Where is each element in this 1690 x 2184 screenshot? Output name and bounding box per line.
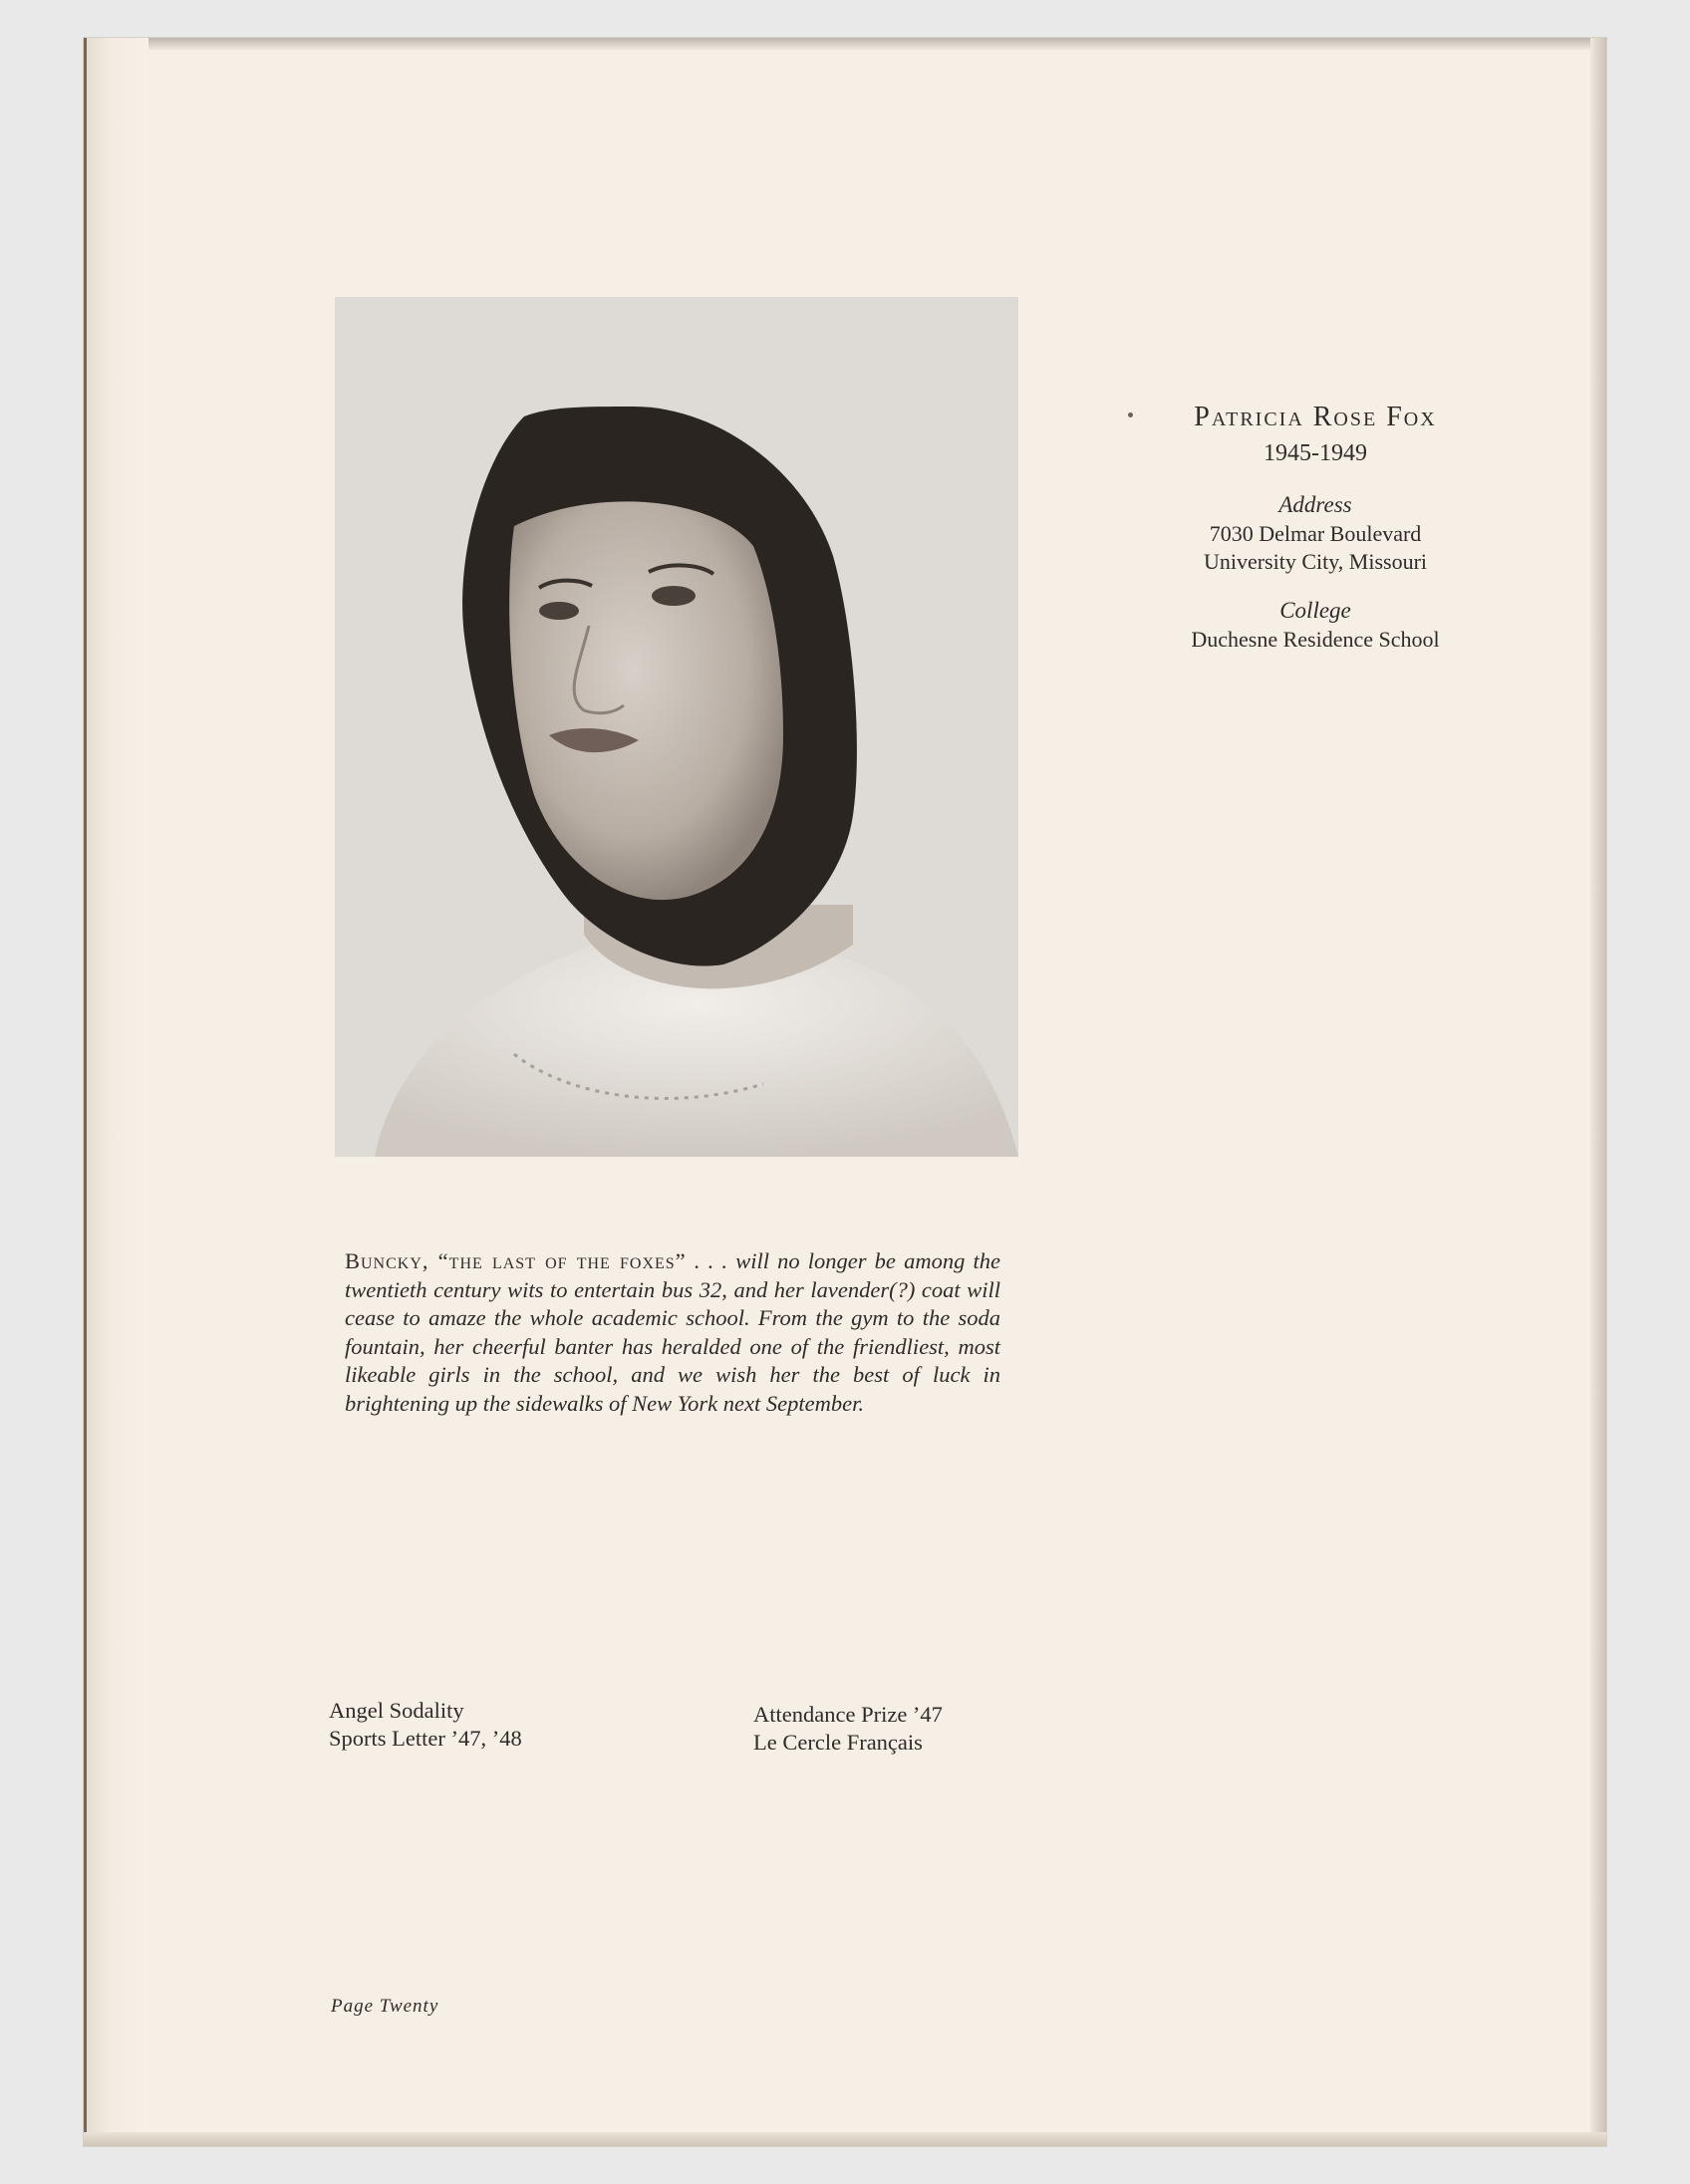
activities-left-column <box>329 1697 522 1753</box>
college-name: Duchesne Residence School <box>1191 627 1440 652</box>
activity-item: Attendance Prize ’47 <box>753 1702 943 1727</box>
right-eye <box>652 586 696 606</box>
address-label: Address <box>1278 492 1352 517</box>
activities-right-column <box>753 1701 943 1757</box>
student-years: 1945-1949 <box>1264 440 1367 466</box>
college-label: College <box>1279 598 1351 623</box>
profile-block <box>1126 399 1505 654</box>
page-number: Page Twenty <box>331 1996 439 2017</box>
activity-item: Le Cercle Français <box>753 1730 923 1755</box>
page-bottom-edge <box>84 2132 1606 2146</box>
portrait-illustration <box>335 297 1018 1157</box>
biography-body: . . . will no longer be among the twentieth century wits to entertain bus 32, and her lavender(?) coat will cease to amaze the whole academic school. From the gym to the soda fountain, her cheerful banter has heralded one of the friendliest, most likeable girls in the school, and we wish her the best of luck in brightening up the sidewalks of New York next September. <box>345 1248 1000 1416</box>
left-eye <box>539 602 579 620</box>
biography-lead: Buncky, “the last of the foxes” <box>345 1248 687 1273</box>
address-line-2: University City, Missouri <box>1203 549 1428 574</box>
student-name: Patricia Rose Fox <box>1194 402 1437 432</box>
page-right-edge <box>1590 38 1606 2146</box>
page-binding-edge <box>84 38 148 2146</box>
portrait-photo <box>335 297 1018 1157</box>
biography-paragraph <box>345 1247 1000 1418</box>
address-line-1: 7030 Delmar Boulevard <box>1209 521 1422 546</box>
activity-item: Angel Sodality <box>329 1698 464 1723</box>
page-top-edge <box>84 38 1606 50</box>
activity-item: Sports Letter ’47, ’48 <box>329 1726 522 1751</box>
